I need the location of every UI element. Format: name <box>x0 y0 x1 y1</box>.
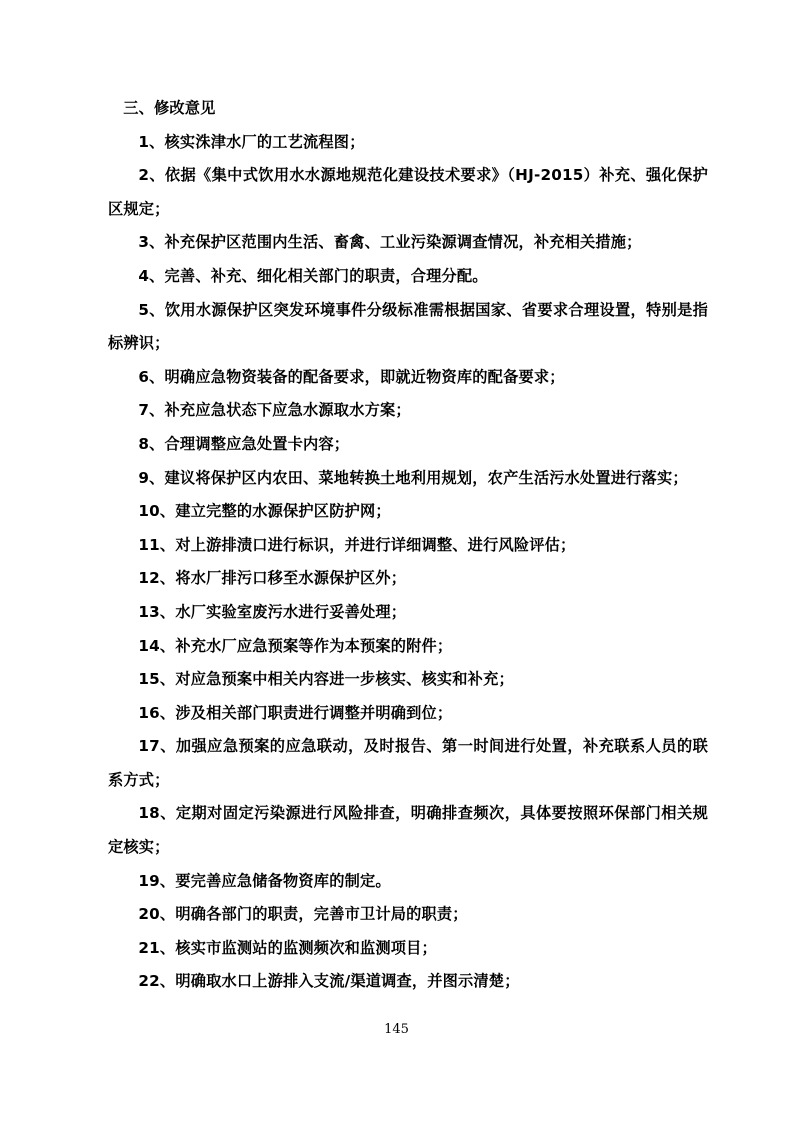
list-item: 10、建立完整的水源保护区防护网； <box>138 502 391 521</box>
list-item: 12、将水厂排污口移至水源保护区外； <box>138 569 407 588</box>
list-item: 21、核实市监测站的监测频次和监测项目； <box>138 938 437 957</box>
list-item: 9、建议将保护区内农田、菜地转换土地利用规划，农产生活污水处置进行落实； <box>138 468 688 487</box>
page-number: 145 <box>384 1022 409 1037</box>
list-item: 13、水厂实验室废污水进行妥善处理； <box>138 602 407 621</box>
list-item: 1、核实洙津水厂的工艺流程图； <box>138 132 365 151</box>
list-item: 7、补充应急状态下应急水源取水方案； <box>138 401 411 420</box>
list-item: 22、明确取水口上游排入支流/渠道调查，并图示清楚； <box>138 972 520 991</box>
list-item: 8、合理调整应急处置卡内容； <box>138 434 350 453</box>
section-heading: 三、修改意见 <box>123 99 216 117</box>
list-item: 5、饮用水源保护区突发环境事件分级标准需根据国家、省要求合理设置，特别是指标辨识； <box>108 300 708 353</box>
list-item: 18、定期对固定污染源进行风险排查，明确排查频次，具体要按照环保部门相关规定核实； <box>108 804 708 857</box>
list-item: 3、补充保护区范围内生活、畜禽、工业污染源调查情况，补充相关措施； <box>138 233 642 252</box>
list-item: 17、加强应急预案的应急联动，及时报告、第一时间进行处置，补充联系人员的联系方式； <box>108 737 708 789</box>
list-item: 14、补充水厂应急预案等作为本预案的附件； <box>138 636 453 655</box>
list-item: 19、要完善应急储备物资库的制定。 <box>138 871 391 890</box>
list-item: 4、完善、补充、细化相关部门的职责，合理分配。 <box>138 266 488 285</box>
document-body <box>108 92 708 999</box>
list-item: 6、明确应急物资装备的配备要求，即就近物资库的配备要求； <box>138 367 565 386</box>
list-item: 11、对上游排渍口进行标识，并进行详细调整、进行风险评估； <box>138 535 576 554</box>
list-item: 16、涉及相关部门职责进行调整并明确到位； <box>138 703 453 722</box>
list-item: 2、依据《集中式饮用水水源地规范化建设技术要求》（HJ-2015）补充、强化保护区规定； <box>108 166 708 218</box>
list-item: 15、对应急预案中相关内容进一步核实、核实和补充； <box>138 670 514 689</box>
list-item: 20、明确各部门的职责，完善市卫计局的职责； <box>138 905 468 924</box>
